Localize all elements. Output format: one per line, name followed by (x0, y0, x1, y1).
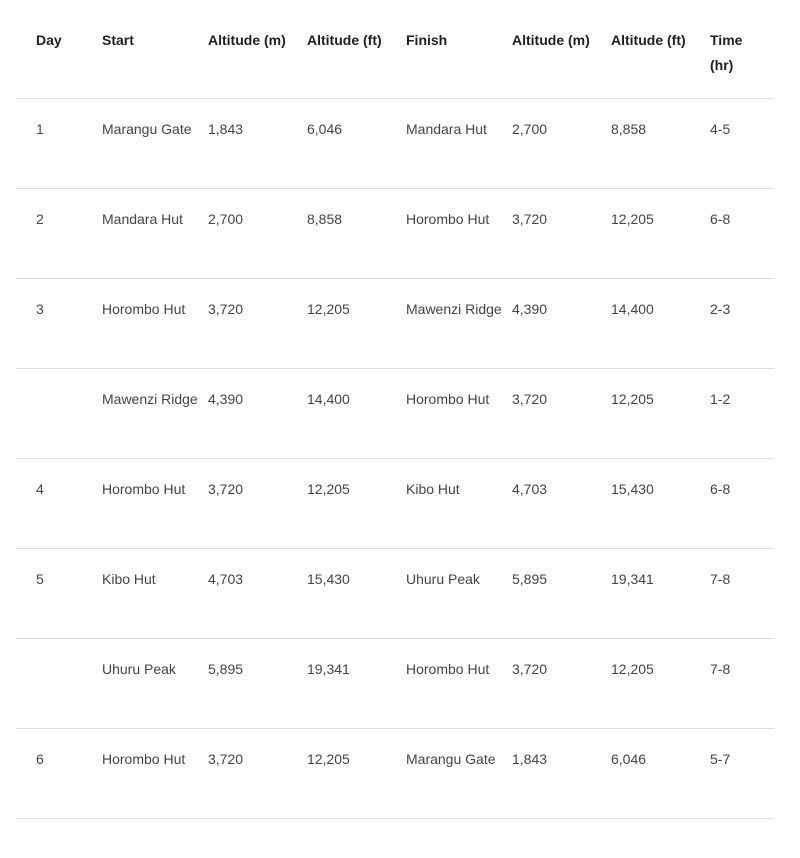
cell-start: Marangu Gate (102, 98, 208, 188)
cell-day (16, 368, 102, 458)
cell-finish-altitude-m: 1,843 (512, 728, 611, 818)
cell-start-altitude-m: 2,700 (208, 188, 307, 278)
table-row (16, 368, 774, 458)
cell-day: 5 (16, 548, 102, 638)
cell-time: 2-3 (710, 278, 774, 368)
header-finish-altitude-ft: Altitude (ft) (611, 0, 710, 98)
table-row (16, 458, 774, 548)
itinerary-table (16, 0, 774, 819)
cell-day (16, 638, 102, 728)
cell-finish-altitude-m: 4,390 (512, 278, 611, 368)
cell-finish-altitude-ft: 12,205 (611, 188, 710, 278)
cell-start: Horombo Hut (102, 728, 208, 818)
cell-time: 7-8 (710, 638, 774, 728)
table-row (16, 638, 774, 728)
cell-start-altitude-ft: 12,205 (307, 278, 406, 368)
cell-start-altitude-ft: 15,430 (307, 548, 406, 638)
cell-finish-altitude-ft: 12,205 (611, 638, 710, 728)
cell-finish: Uhuru Peak (406, 548, 512, 638)
cell-finish: Kibo Hut (406, 458, 512, 548)
cell-start: Horombo Hut (102, 458, 208, 548)
cell-day: 3 (16, 278, 102, 368)
cell-time: 6-8 (710, 458, 774, 548)
cell-day: 6 (16, 728, 102, 818)
table-row (16, 188, 774, 278)
cell-day: 4 (16, 458, 102, 548)
cell-time: 4-5 (710, 98, 774, 188)
cell-start-altitude-m: 3,720 (208, 728, 307, 818)
cell-start-altitude-m: 4,390 (208, 368, 307, 458)
cell-finish-altitude-m: 3,720 (512, 638, 611, 728)
itinerary-table-container (16, 0, 774, 819)
cell-finish: Horombo Hut (406, 188, 512, 278)
cell-start: Kibo Hut (102, 548, 208, 638)
cell-start: Mandara Hut (102, 188, 208, 278)
cell-start-altitude-ft: 8,858 (307, 188, 406, 278)
cell-start: Horombo Hut (102, 278, 208, 368)
header-start-altitude-ft: Altitude (ft) (307, 0, 406, 98)
cell-finish-altitude-m: 3,720 (512, 368, 611, 458)
cell-finish-altitude-ft: 12,205 (611, 368, 710, 458)
cell-finish-altitude-ft: 8,858 (611, 98, 710, 188)
header-start: Start (102, 0, 208, 98)
cell-finish: Mandara Hut (406, 98, 512, 188)
table-row (16, 548, 774, 638)
cell-finish-altitude-m: 2,700 (512, 98, 611, 188)
header-finish-altitude-m: Altitude (m) (512, 0, 611, 98)
cell-finish-altitude-ft: 19,341 (611, 548, 710, 638)
cell-start-altitude-m: 4,703 (208, 548, 307, 638)
cell-time: 6-8 (710, 188, 774, 278)
header-time: Time (hr) (710, 0, 774, 98)
table-header-row (16, 0, 774, 98)
cell-time: 1-2 (710, 368, 774, 458)
header-start-altitude-m: Altitude (m) (208, 0, 307, 98)
header-finish: Finish (406, 0, 512, 98)
cell-start-altitude-m: 5,895 (208, 638, 307, 728)
cell-finish: Horombo Hut (406, 368, 512, 458)
cell-finish: Horombo Hut (406, 638, 512, 728)
cell-finish-altitude-ft: 15,430 (611, 458, 710, 548)
cell-finish-altitude-m: 4,703 (512, 458, 611, 548)
cell-finish-altitude-ft: 14,400 (611, 278, 710, 368)
cell-finish-altitude-m: 3,720 (512, 188, 611, 278)
cell-finish-altitude-m: 5,895 (512, 548, 611, 638)
cell-start-altitude-m: 3,720 (208, 458, 307, 548)
cell-day: 2 (16, 188, 102, 278)
header-day: Day (16, 0, 102, 98)
cell-start-altitude-m: 3,720 (208, 278, 307, 368)
cell-start-altitude-m: 1,843 (208, 98, 307, 188)
cell-start-altitude-ft: 12,205 (307, 728, 406, 818)
cell-finish-altitude-ft: 6,046 (611, 728, 710, 818)
table-row (16, 98, 774, 188)
cell-start-altitude-ft: 19,341 (307, 638, 406, 728)
cell-finish: Marangu Gate (406, 728, 512, 818)
cell-start-altitude-ft: 14,400 (307, 368, 406, 458)
cell-start: Mawenzi Ridge (102, 368, 208, 458)
cell-time: 5-7 (710, 728, 774, 818)
cell-time: 7-8 (710, 548, 774, 638)
cell-start-altitude-ft: 12,205 (307, 458, 406, 548)
table-row (16, 728, 774, 818)
cell-finish: Mawenzi Ridge (406, 278, 512, 368)
cell-day: 1 (16, 98, 102, 188)
table-row (16, 278, 774, 368)
cell-start: Uhuru Peak (102, 638, 208, 728)
cell-start-altitude-ft: 6,046 (307, 98, 406, 188)
